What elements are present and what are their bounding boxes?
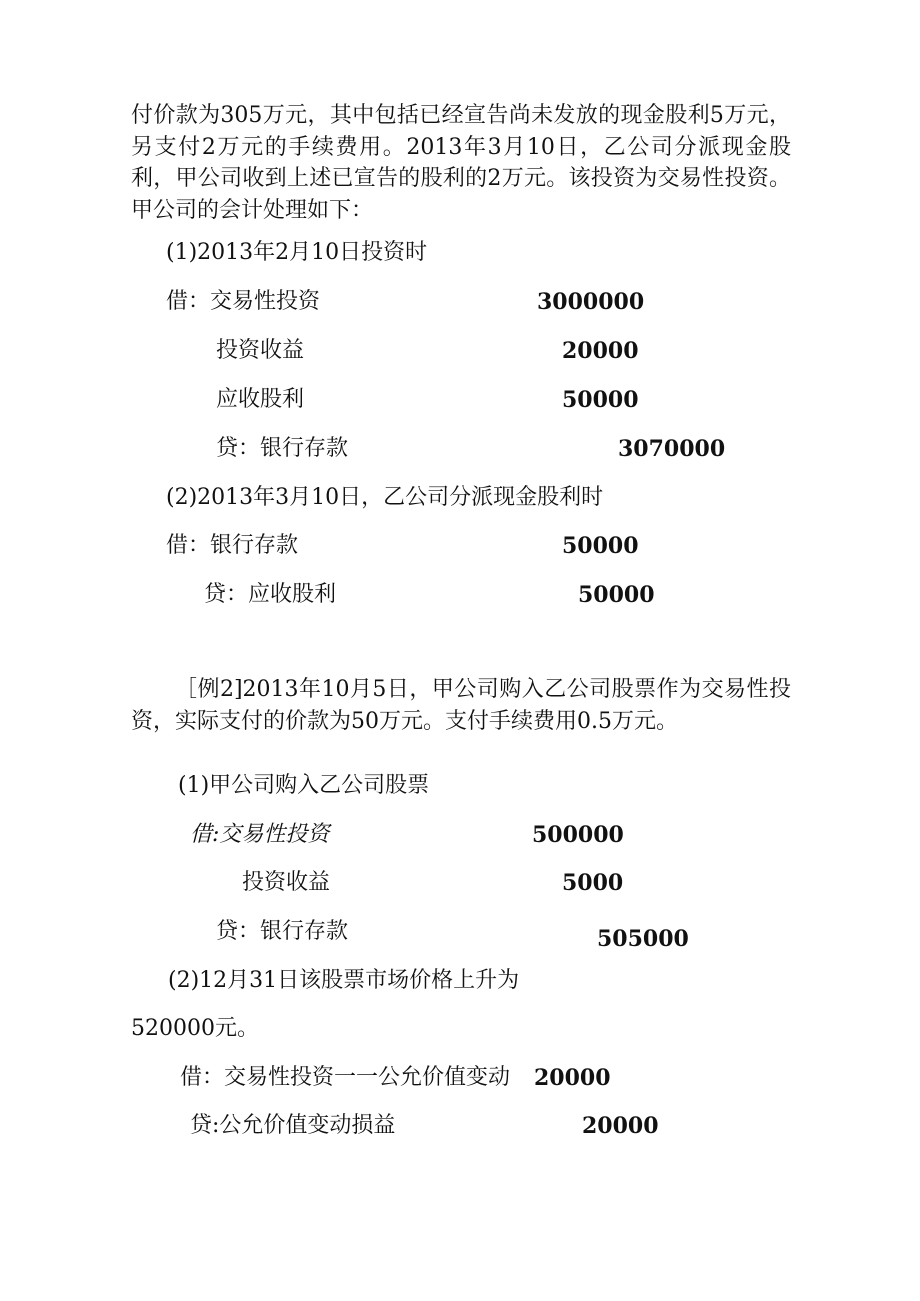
ex2-entry-credit-amount: 505000 [597,926,689,952]
ex2-entry-income-label: 投资收益 [242,870,331,895]
ex2-entry2-credit-amount: 20000 [582,1113,659,1139]
ex2-entry-income-amount: 5000 [562,870,624,896]
ex2-step2-heading-continued: 520000元。 [131,1016,259,1041]
ex2-intro-paragraph: ［例2]2013年10月5日，甲公司购入乙公司股票作为交易性投资，实际支付的价款为50万元。支付手续费用0.5万元。 [131,677,791,734]
ex2-entry-debit-label: 借:交易性投资 [190,822,330,847]
ex2-entry-debit-amount: 500000 [532,822,624,848]
ex2-entry2-debit-label: 借：交易性投资一一公允价值变动 [180,1065,511,1090]
ex2-entry2-debit-amount: 20000 [534,1065,611,1091]
ex1-entry-debit-label: 借：交易性投资 [166,289,321,314]
ex1-entry2-debit-amount: 50000 [562,533,639,559]
ex2-entry2-credit-label: 贷:公允价值变动损益 [190,1113,396,1138]
ex2-entry-credit-label: 贷：银行存款 [216,919,349,944]
ex1-entry-credit-amount: 3070000 [618,436,726,462]
ex2-step1-heading: (1)甲公司购入乙公司股票 [178,773,430,798]
ex1-entry2-credit-amount: 50000 [578,582,655,608]
ex1-entry-credit-label: 贷：银行存款 [216,436,349,461]
ex1-entry-dividend-amount: 50000 [562,387,639,413]
ex1-entry-income-label: 投资收益 [216,338,305,363]
ex1-entry-income-amount: 20000 [562,338,639,364]
ex1-entry2-debit-label: 借：银行存款 [166,533,299,558]
ex1-step2-heading: (2)2013年3月10日，乙公司分派现金股利时 [166,485,604,510]
ex1-entry-dividend-label: 应收股利 [216,387,305,412]
ex1-entry-debit-amount: 3000000 [537,289,645,315]
ex2-step2-heading: (2)12月31日该股票市场价格上升为 [168,968,520,993]
intro-paragraph: 付价款为305万元，其中包括已经宣告尚未发放的现金股利5万元，另支付2万元的手续费用。2013年3月10日，乙公司分派现金股利，甲公司收到上述已宣告的股利的2万元。该投资为交易性投资。甲公司的会计处理如下： [131,103,791,223]
ex1-step1-heading: (1)2013年2月10日投资时 [166,240,428,265]
ex1-entry2-credit-label: 贷：应收股利 [204,582,337,607]
